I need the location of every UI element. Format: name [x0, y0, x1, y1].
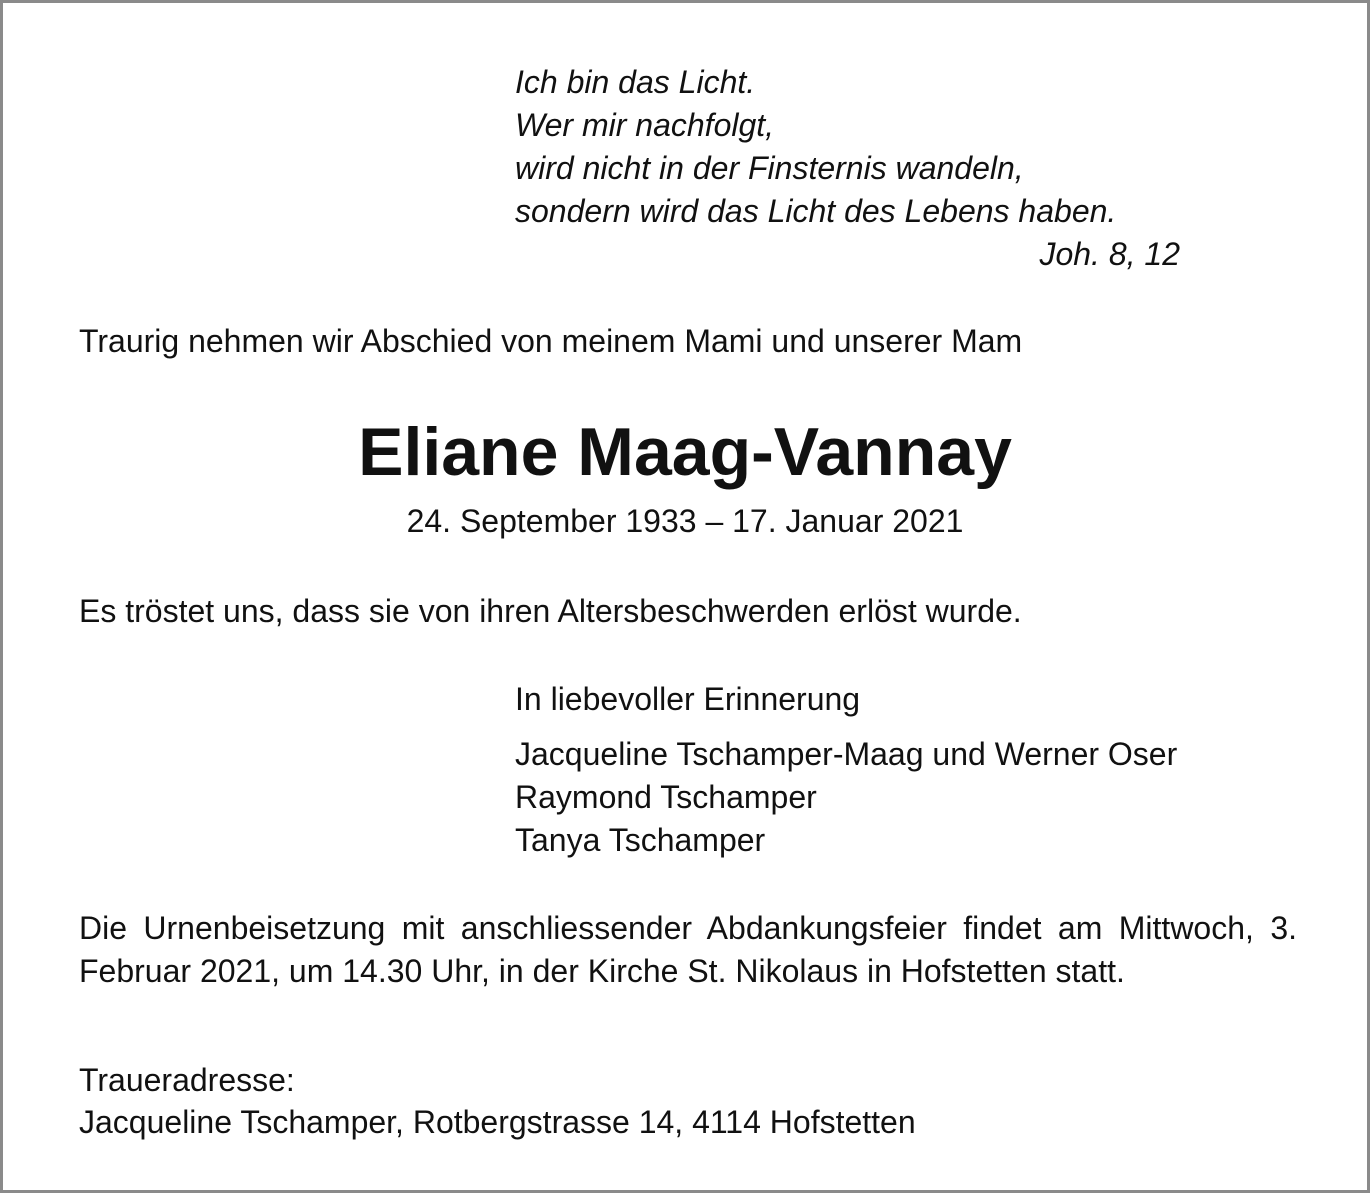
address-label: Traueradresse:	[79, 1062, 295, 1098]
verse-line-1: Ich bin das Licht.	[515, 64, 756, 100]
bible-verse	[515, 61, 1195, 276]
comfort-text: Es tröstet uns, dass sie von ihren Altersbeschwerden erlöst wurde.	[79, 593, 1022, 629]
verse-line-4: sondern wird das Licht des Lebens haben.	[515, 193, 1117, 229]
farewell-intro: Traurig nehmen wir Abschied von meinem Mami und unserer Mam	[79, 323, 1023, 359]
mourner-name: Tanya Tschamper	[515, 822, 766, 858]
life-dates: 24. September 1933 – 17. Januar 2021	[406, 503, 964, 539]
verse-reference: Joh. 8, 12	[1039, 236, 1180, 272]
mourners-list	[515, 733, 1177, 862]
memory-heading: In liebevoller Erinnerung	[515, 681, 861, 717]
deceased-name: Eliane Maag-Vannay	[358, 414, 1012, 490]
mourner-name: Raymond Tschamper	[515, 779, 817, 815]
verse-line-2: Wer mir nachfolgt,	[515, 107, 775, 143]
mourner-name: Jacqueline Tschamper-Maag und Werner Oser	[515, 736, 1178, 772]
mourning-address: Jacqueline Tschamper, Rotbergstrasse 14, 4114 Hofstetten	[79, 1104, 916, 1140]
ceremony-details: Die Urnenbeisetzung mit anschliessender Abdankungsfeier findet am Mittwoch, 3. Februar 2021, um 14.30 Uhr, in der Kirche St. Nikolaus in Hofstetten statt.	[79, 910, 1297, 989]
verse-line-3: wird nicht in der Finsternis wandeln,	[515, 150, 1024, 186]
